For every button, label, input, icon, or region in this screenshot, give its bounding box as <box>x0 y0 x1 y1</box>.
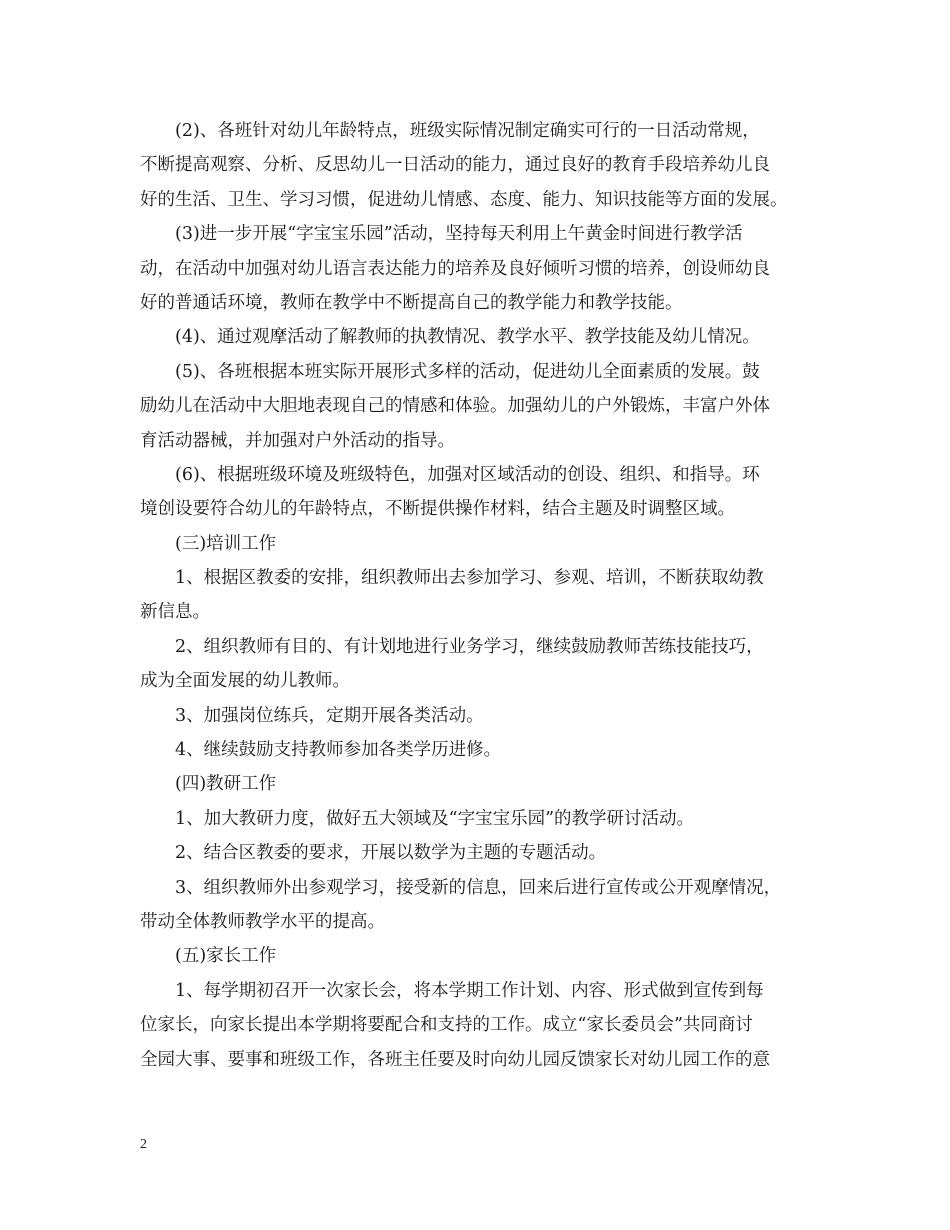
text-line: (2)、各班针对幼儿年龄特点，班级实际情况制定确实可行的一日活动常规， <box>175 121 760 141</box>
text-line: 动，在活动中加强对幼儿语言表达能力的培养及良好倾听习惯的培养，创设师幼良 <box>140 258 770 279</box>
text-line: (四)教研工作 <box>175 774 277 795</box>
text-line: 2、结合区教委的要求，开展以数学为主题的专题活动。 <box>175 843 607 864</box>
text-line: (4)、通过观摩活动了解教师的执教情况、教学水平、教学技能及幼儿情况。 <box>175 327 760 348</box>
text-line: 境创设要符合幼儿的年龄特点，不断提供操作材料，结合主题及时调整区域。 <box>140 499 735 520</box>
text-line: 带动全体教师教学水平的提高。 <box>140 911 385 932</box>
text-line: (5)、各班根据本班实际开展形式多样的活动，促进幼儿全面素质的发展。鼓 <box>175 361 760 382</box>
text-line: 好的普通话环境，教师在教学中不断提高自己的教学能力和教学技能。 <box>140 292 683 313</box>
text-line: 1、加大教研力度，做好五大领域及“字宝宝乐园”的教学研讨活动。 <box>175 808 695 829</box>
text-line: (3)进一步开展“字宝宝乐园”活动，坚持每天利用上午黄金时间进行教学活 <box>175 224 743 245</box>
text-line: 2、组织教师有目的、有计划地进行业务学习，继续鼓励教师苦练技能技巧， <box>175 636 764 657</box>
text-line: 4、继续鼓励支持教师参加各类学历进修。 <box>175 740 502 761</box>
text-line: 3、加强岗位练兵，定期开展各类活动。 <box>175 705 484 726</box>
text-line: 励幼儿在活动中大胆地表现自己的情感和体验。加强幼儿的户外锻炼，丰富户外体 <box>140 396 770 417</box>
text-line: 成为全面发展的幼儿教师。 <box>140 671 350 692</box>
text-line: 1、每学期初召开一次家长会，将本学期工作计划、内容、形式做到宣传到每 <box>175 980 764 1001</box>
text-line: 好的生活、卫生、学习习惯，促进幼儿情感、态度、能力、知识技能等方面的发展。 <box>140 189 788 210</box>
document-body <box>140 114 822 1077</box>
text-line: 3、组织教师外出参观学习，接受新的信息，回来后进行宣传或公开观摩情况， <box>175 877 782 898</box>
text-line: 位家长，向家长提出本学期将要配合和支持的工作。成立“家长委员会”共同商讨 <box>140 1015 753 1036</box>
text-line: 不断提高观察、分析、反思幼儿一日活动的能力，通过良好的教育手段培养幼儿良 <box>140 155 770 176</box>
text-line: 育活动器械，并加强对户外活动的指导。 <box>140 430 455 451</box>
text-line: (三)培训工作 <box>175 533 277 554</box>
text-line: 1、根据区教委的安排，组织教师出去参加学习、参观、培训，不断获取幼教 <box>175 568 764 589</box>
text-line: (6)、根据班级环境及班级特色，加强对区域活动的创设、组织、和指导。环 <box>175 464 760 485</box>
page-number: 2 <box>140 1137 147 1152</box>
text-line: 新信息。 <box>140 602 210 623</box>
text-line: 全园大事、要事和班级工作，各班主任要及时向幼儿园反馈家长对幼儿园工作的意 <box>140 1049 770 1070</box>
text-line: (五)家长工作 <box>175 946 277 967</box>
